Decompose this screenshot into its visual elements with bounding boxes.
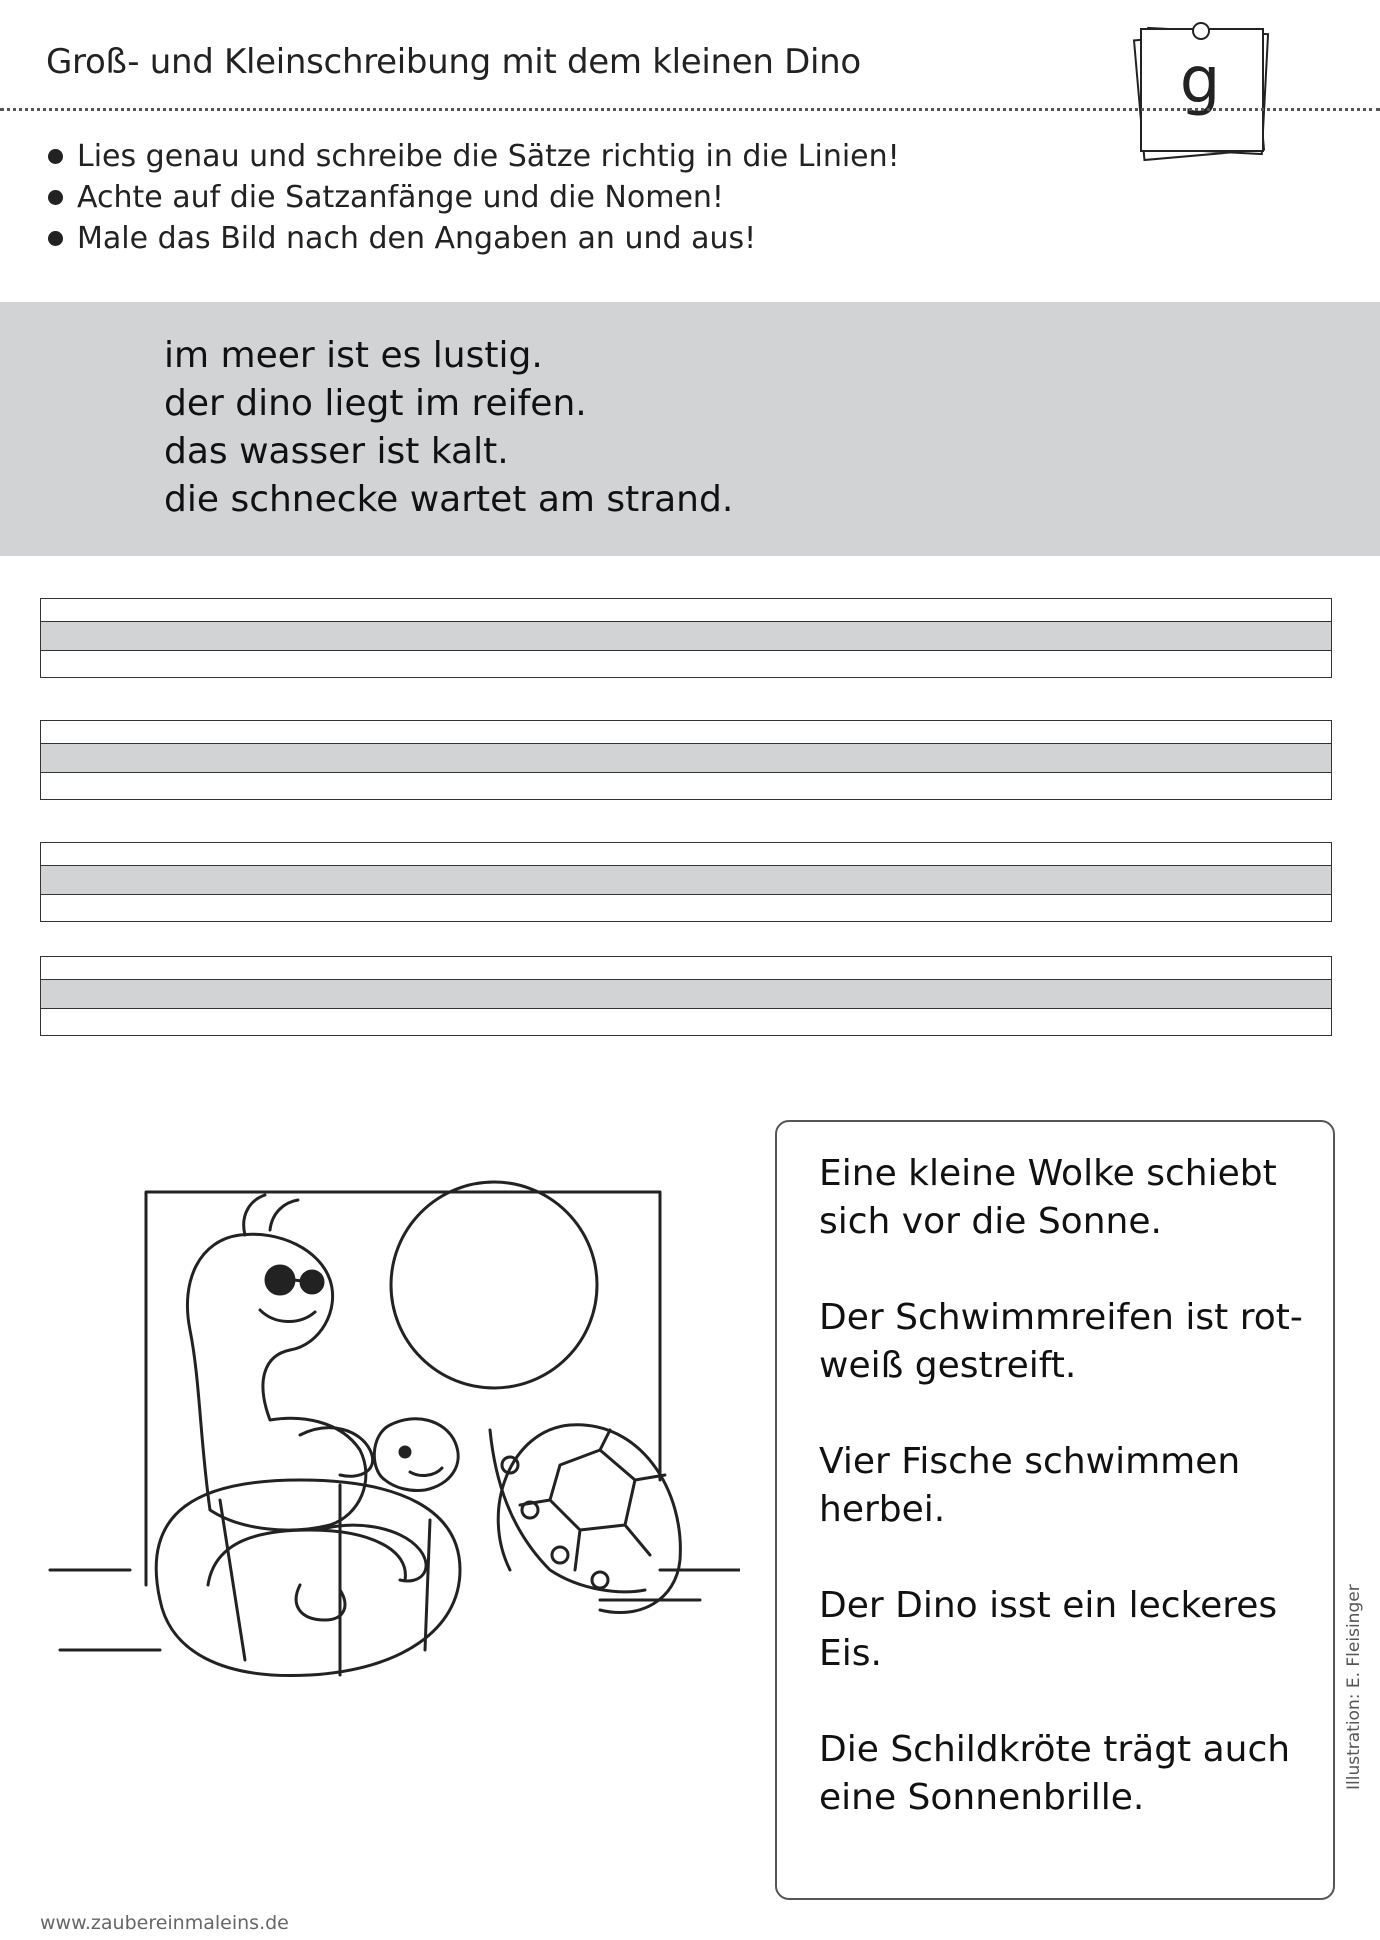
coloring-instructions-box (775, 1120, 1335, 1900)
writing-midband (41, 621, 1331, 651)
bullet-icon (48, 231, 63, 246)
title-divider (0, 108, 1380, 111)
writing-lines[interactable] (40, 720, 1332, 800)
bullet-icon (48, 190, 63, 205)
coloring-task: Vier Fische schwimmen herbei. (819, 1441, 1241, 1530)
badge-letter: g (1179, 44, 1221, 118)
sentence: im meer ist es lustig. (164, 335, 543, 376)
coloring-task: Eine kleine Wolke schiebt sich vor die Sonne. (819, 1153, 1277, 1242)
instruction-item (48, 218, 900, 259)
sentence: der dino liegt im reifen. (164, 383, 587, 424)
dino-coloring-illustration[interactable] (40, 1180, 740, 1720)
sentence-list (164, 332, 733, 524)
writing-lines[interactable] (40, 842, 1332, 922)
page-title: Groß- und Kleinschreibung mit dem kleinen Dino (46, 42, 861, 82)
writing-lines[interactable] (40, 956, 1332, 1036)
instruction-text: Male das Bild nach den Angaben an und aus! (77, 221, 757, 256)
instruction-item (48, 136, 900, 177)
instruction-text: Achte auf die Satzanfänge und die Nomen! (77, 180, 724, 215)
pin-icon (1192, 22, 1210, 40)
coloring-task: Der Dino isst ein leckeres Eis. (819, 1585, 1278, 1674)
writing-lines[interactable] (40, 598, 1332, 678)
sentence: das wasser ist kalt. (164, 431, 509, 472)
footer-url[interactable]: www.zaubereinmaleins.de (40, 1912, 289, 1934)
instruction-text: Lies genau und schreibe die Sätze richtig in die Linien! (77, 139, 900, 174)
coloring-task: Die Schildkröte trägt auch eine Sonnenbrille. (819, 1729, 1291, 1818)
writing-midband (41, 743, 1331, 773)
worksheet-badge (1130, 20, 1270, 160)
illustration-credit: Illustration: E. Fleisinger (1344, 1584, 1364, 1790)
instruction-item (48, 177, 900, 218)
writing-midband (41, 865, 1331, 895)
sentence: die schnecke wartet am strand. (164, 479, 734, 520)
bullet-icon (48, 149, 63, 164)
writing-midband (41, 979, 1331, 1009)
instruction-list (48, 136, 900, 259)
coloring-task: Der Schwimmreifen ist rot-weiß gestreift. (819, 1297, 1303, 1386)
